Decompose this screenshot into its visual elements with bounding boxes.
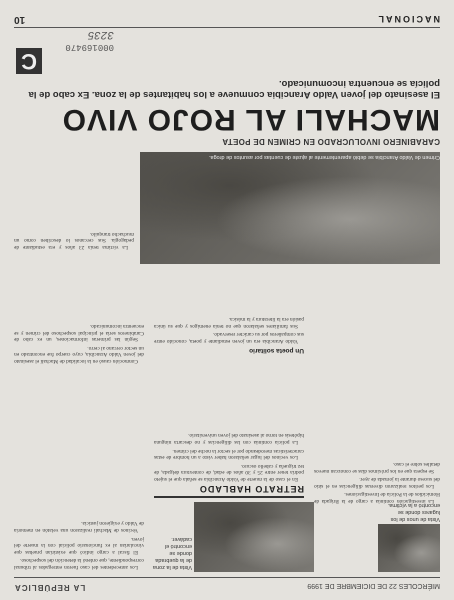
article-paragraph: El fiscal a cargo indicó que existirían pruebas que vincularían al ex funcionario policial con la muerte del joven. <box>14 535 144 555</box>
solitario-subhead: Un poeta solitario <box>249 347 304 354</box>
footer-section: NACIONAL <box>376 14 440 24</box>
article-paragraph: Conmoción causó en la localidad de Machalí el asesinato del joven Valdo Arancibia, cuyo cuerpo fue encontrado en un sector cercano al cerro. <box>14 344 144 364</box>
main-photo-caption: Crimen de Valdo Arancibia se debió aparentemente al ajuste de cuentas por asuntos de droga. <box>208 154 440 160</box>
main-photo <box>140 152 440 264</box>
right-column-mid <box>14 254 144 364</box>
retrato-paragraph: La policía continúa con las diligencias y no descarta ninguna hipótesis en torno al asesinato del joven universitario. <box>154 432 304 446</box>
retrato-paragraph: Los vecinos del lugar señalaron haber visto a un hombre de estas características merodeando por el sector la noche del crimen. <box>154 447 304 461</box>
retrato-section-title: RETRATO HABLADO <box>154 484 304 498</box>
article-paragraph: La víctima tenía 23 años y era estudiante de pedagogía. Sus cercanos lo describen como un muchacho tranquilo. <box>14 230 134 250</box>
left-column-top <box>314 274 440 504</box>
footer-page-number: 10 <box>14 14 26 25</box>
article-paragraph: Los antecedentes del caso fueron entregados al tribunal correspondiente, que ordenó la detención del sospechoso. <box>14 557 144 570</box>
top-left-photo <box>378 524 440 572</box>
solitario-paragraph: Sus familiares señalaron que no tenía enemigos y que su única pasión era la literatura y la música. <box>154 316 304 329</box>
top-mid-photo <box>194 502 314 572</box>
handwritten-number: 3235 <box>87 28 114 40</box>
article-paragraph: Vecinos de Machalí realizaron una velatón en memoria de Valdo y exigieron justicia. <box>14 520 144 534</box>
top-left-caption: Vista de unos de los lugares donde se encontró a la víctima. <box>387 502 440 522</box>
article-deck: El asesinato del joven Valdo Arancibia conmueve a los habitantes de la zona. Ex cabo de la policía se encuentra incomunicado. <box>28 78 440 100</box>
header-publication: LA REPÚBLICA <box>14 583 86 592</box>
article-paragraph: Según las primeras informaciones, un ex cabo de Carabineros sería el principal sospechoso del crimen y se encuentra incomunicado. <box>14 323 144 343</box>
article-headline: MACHALI AL ROJO VIVO <box>61 103 440 136</box>
article-paragraph: La investigación continúa a cargo de la Brigada de Homicidios de la Policía de Investigaciones. <box>314 491 440 504</box>
header-date: MIÉRCOLES 22 DE DICIEMBRE DE 1999 <box>307 582 440 589</box>
retrato-body <box>154 362 304 482</box>
article-paragraph: Se espera que en los próximos días se conozcan nuevos detalles sobre el caso. <box>314 461 440 474</box>
right-column-bottom <box>14 152 134 250</box>
article-dropcap: C <box>16 48 42 74</box>
article-kicker: CARABINERO INVOLUCRADO EN CRIMEN DE POETA <box>222 137 440 146</box>
right-column-top <box>14 370 144 570</box>
top-mid-caption: Vista de la zona de la quebrada donde se encontró el cadáver. <box>152 536 192 570</box>
solitario-body <box>154 264 304 344</box>
retrato-paragraph: En el caso de la muerte de Valdo Arancibia se señala que el sujeto podría tener entre 25 y 30 años de edad, de contextura delgada, de tez trigueña y cabello oscuro. <box>154 462 304 482</box>
solitario-paragraph: Valdo Arancibia era un joven estudiante y poeta, conocido entre sus compañeros por su carácter reservado. <box>154 331 304 344</box>
article-paragraph: Los peritos realizaron diversas diligencias en el sitio del suceso durante la jornada de ayer. <box>314 476 440 489</box>
archive-code-stamp: 000169470 <box>65 42 114 52</box>
page-footer <box>14 11 440 28</box>
page-header <box>14 577 440 592</box>
